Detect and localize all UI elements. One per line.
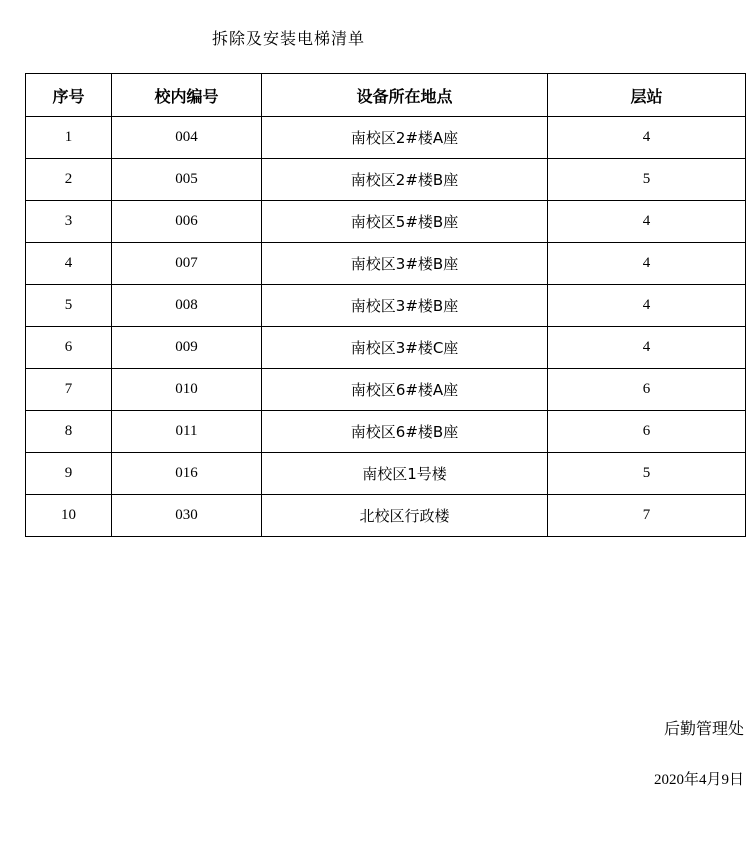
cell-floors: 7 [548,495,746,537]
cell-floors: 5 [548,159,746,201]
cell-location: 南校区5#楼B座 [262,201,548,243]
cell-code: 006 [112,201,262,243]
header-code: 校内编号 [112,74,262,117]
table-row [26,243,746,285]
cell-code: 030 [112,495,262,537]
elevator-list-table [25,73,746,537]
table-row [26,201,746,243]
header-seq: 序号 [26,74,112,117]
cell-floors: 6 [548,411,746,453]
cell-seq: 6 [26,327,112,369]
cell-floors: 4 [548,327,746,369]
cell-floors: 4 [548,285,746,327]
cell-code: 007 [112,243,262,285]
cell-floors: 4 [548,201,746,243]
cell-seq: 1 [26,117,112,159]
cell-location: 南校区6#楼A座 [262,369,548,411]
cell-code: 011 [112,411,262,453]
table-row [26,285,746,327]
table-row [26,495,746,537]
header-location: 设备所在地点 [262,74,548,117]
cell-location: 南校区1号楼 [262,453,548,495]
cell-code: 008 [112,285,262,327]
cell-seq: 10 [26,495,112,537]
cell-code: 016 [112,453,262,495]
table-row [26,327,746,369]
cell-code: 004 [112,117,262,159]
cell-seq: 2 [26,159,112,201]
cell-location: 南校区3#楼B座 [262,243,548,285]
cell-seq: 3 [26,201,112,243]
cell-location: 北校区行政楼 [262,495,548,537]
cell-location: 南校区3#楼B座 [262,285,548,327]
cell-location: 南校区2#楼A座 [262,117,548,159]
cell-location: 南校区3#楼C座 [262,327,548,369]
header-floors: 层站 [548,74,746,117]
cell-code: 005 [112,159,262,201]
cell-seq: 5 [26,285,112,327]
table-row [26,453,746,495]
cell-seq: 8 [26,411,112,453]
issue-date: 2020年4月9日 [653,772,744,788]
table-row [26,117,746,159]
cell-code: 009 [112,327,262,369]
issuing-department: 后勤管理处 [663,719,744,738]
cell-seq: 4 [26,243,112,285]
cell-floors: 5 [548,453,746,495]
cell-location: 南校区2#楼B座 [262,159,548,201]
cell-floors: 4 [548,243,746,285]
table-row [26,159,746,201]
table-header-row [26,74,746,117]
cell-location: 南校区6#楼B座 [262,411,548,453]
table-row [26,369,746,411]
document-title: 拆除及安装电梯清单 [212,29,366,48]
table-row [26,411,746,453]
cell-seq: 9 [26,453,112,495]
cell-code: 010 [112,369,262,411]
cell-seq: 7 [26,369,112,411]
cell-floors: 6 [548,369,746,411]
cell-floors: 4 [548,117,746,159]
